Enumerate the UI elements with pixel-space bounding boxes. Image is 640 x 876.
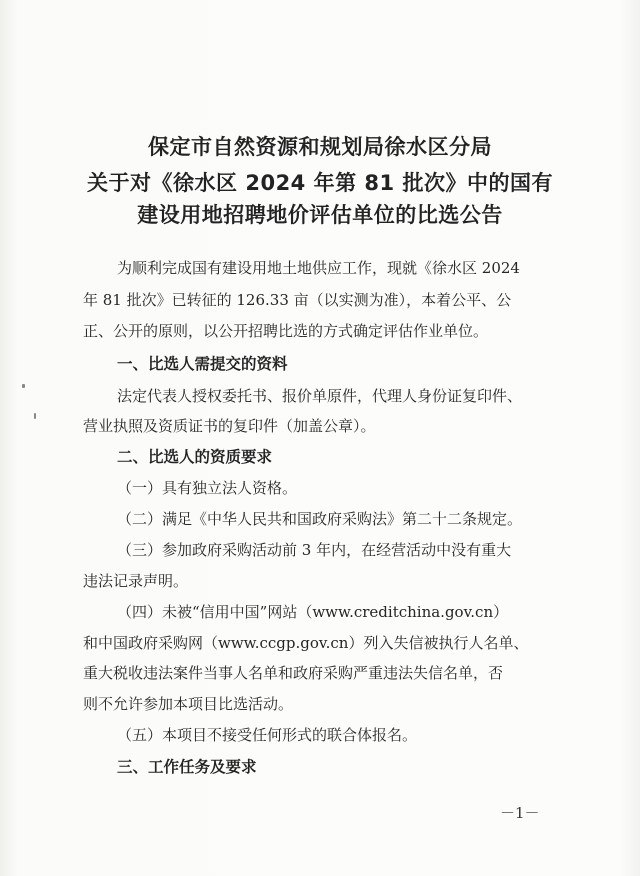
section-2-item-3-line-1: （三）参加政府采购活动前 3 年内，在经营活动中没有重大 [117, 541, 512, 559]
intro-line-2: 年 81 批次》已转征的 126.33 亩（以实测为准），本着公平、公 [83, 291, 512, 309]
section-2-item-4-line-1: （四）未被“信用中国”网站（www.creditchina.gov.cn） [117, 603, 509, 621]
page-number: －1－ [500, 804, 540, 822]
section-2-item-3-line-2: 违法记录声明。 [83, 572, 189, 590]
intro-line-3: 正、公开的原则，以公开招聘比选的方式确定评估作业单位。 [83, 322, 489, 340]
section-2-item-4-line-4: 则不允许参加本项目比选活动。 [83, 695, 294, 713]
scan-speck [22, 384, 25, 388]
section-2-heading: 二、比选人的资质要求 [117, 448, 273, 466]
section-1-line-1: 法定代表人授权委托书、报价单原件，代理人身份证复印件、 [117, 387, 523, 405]
title-line-1: 保定市自然资源和规划局徐水区分局 [148, 135, 492, 159]
section-2-item-2: （二）满足《中华人民共和国政府采购法》第二十二条规定。 [117, 510, 523, 528]
section-2-item-4-line-2: 和中国政府采购网（www.ccgp.gov.cn）列入失信被执行人名单、 [83, 634, 529, 652]
section-1-heading: 一、比选人需提交的资料 [117, 355, 288, 373]
title-line-2: 关于对《徐水区 2024 年第 81 批次》中的国有 [87, 171, 553, 195]
scan-speck [34, 413, 36, 419]
section-1-line-2: 营业执照及资质证书的复印件（加盖公章）。 [83, 417, 376, 435]
section-2-item-5: （五）本项目不接受任何形式的联合体报名。 [117, 726, 418, 744]
intro-line-1: 为顺利完成国有建设用地土地供应工作，现就《徐水区 2024 [117, 259, 520, 277]
section-2-item-1: （一）具有独立法人资格。 [117, 479, 298, 497]
section-3-heading: 三、工作任务及要求 [117, 758, 257, 776]
section-2-item-4-line-3: 重大税收违法案件当事人名单和政府采购严重违法失信名单，否 [83, 664, 504, 682]
title-line-3: 建设用地招聘地价评估单位的比选公告 [137, 203, 503, 227]
